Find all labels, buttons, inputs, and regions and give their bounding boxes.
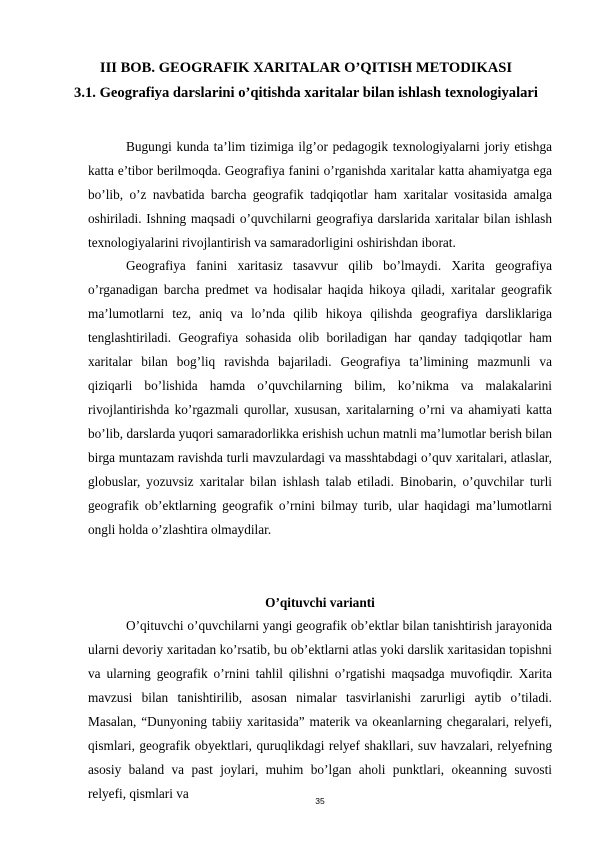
body-paragraph: O’qituvchi o’quvchilarni yangi geografik ob’ektlar bilan tanishtirish jarayonida ularni devoriy xaritadan ko’rsatib, bu ob’ektlarni atlas yoki darslik xaritasidan topishni va ularning geografik o’rnini tahlil qilishni o’rgatishi maqsadga muvofiqdir. Xarita mavzusi bilan tanishtirilib, asosan nimalar tasvirlanishi zarurligi aytib o’tiladi. Masalan, “Dunyoning tabiiy xaritasida” materik va okeanlarning chegaralari, relyefi, qismlari, geografik obyektlari, quruqlikdagi relyef shakllari, suv havzalari, relyefning asosiy baland va past joylari, muhim bo’lgan aholi punktlari, okeanning suvosti relyefi, qismlari va — [88, 618, 552, 801]
chapter-title: III BOB. GEOGRAFIK XARITALAR O’QITISH METODIKASI — [99, 60, 513, 76]
body-paragraph: Geografiya fanini xaritasiz tasavvur qilib bo’lmaydi. Xarita geografiya o’rganadigan barcha predmet va hodisalar haqida hikoya qiladi, xaritalar geografik ma’lumotlarni tez, aniq va lo’nda qilib hikoya qilishda geografiya darsliklariga tenglashtiriladi. Geografiya sohasida olib boriladigan har qanday tadqiqotlar ham xaritalar bilan bog’liq ravishda bajariladi. Geografiya ta’limining mazmunli va qiziqarli bo’lishida hamda o’quvchilarning bilim, ko’nikma va malakalarini rivojlantirishda ko’rgazmali qurollar, xususan, xaritalarning o’rni va ahamiyati katta bo’lib, darslarda yuqori samaradorlikka erishish uchun matnli ma’lumotlar berish bilan birga muntazam ravishda turli mavzulardagi va masshtabdagi o’quv xaritalari, atlaslar, globuslar, yozuvsiz xaritalar bilan ishlash talab etiladi. Binobarin, o’quvchilar turli geografik ob’ektlarning geografik o’rnini bilmay turib, ular haqidagi ma’lumotlarni ongli holda o’zlashtira olmaydilar. — [88, 258, 552, 537]
page-number: 35 — [315, 796, 325, 806]
subheading: O’qituvchi varianti — [265, 595, 375, 610]
body-paragraph: Bugungi kunda ta’lim tizimiga ilg’or pedagogik texnologiyalarni joriy etishga katta e’tibor berilmoqda. Geografiya fanini o’rganishda xaritalar katta ahamiyatga ega bo’lib, o’z navbatida barcha geografik tadqiqotlar ham xaritalar vositasida amalga oshiriladi. Ishning maqsadi o’quvchilarni geografiya darslarida xaritalar bilan ishlash texnologiyalarini rivojlantirish va samaradorligini oshirishdan iborat. — [88, 139, 552, 250]
section-title: 3.1. Geografiya darslarini o’qitishda xaritalar bilan ishlash texnologiyalari — [74, 85, 538, 101]
